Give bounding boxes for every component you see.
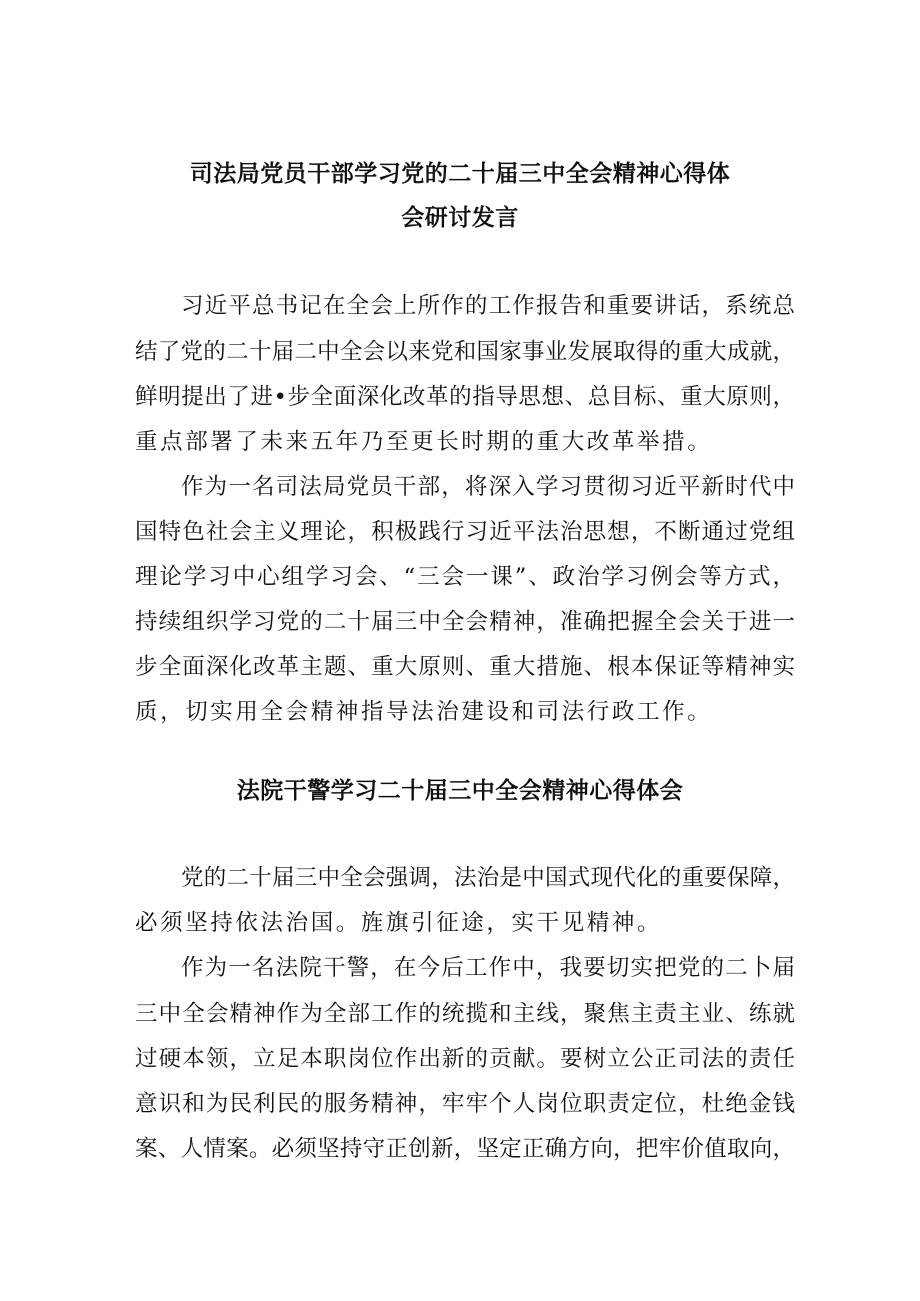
- s1-p1-line-4: 重点部署了未来五年乃至更长时期的重大改革举措。: [135, 429, 713, 455]
- s2-p1-line-1: 党的二十届三中全会强调，法治是中国式现代化的重要保障，: [181, 865, 795, 891]
- s1-p2-line-3: 理论学习中心组学习会、“三会一课”、政治学习例会等方式，: [135, 564, 795, 590]
- s1-p1-line-2: 结了党的二十届二中全会以来党和国家事业发展取得的重大成就，: [135, 339, 795, 365]
- s2-p2-line-5: 案、人情案。必须坚持守正创新，坚定正确方向，把牢价值取向，: [135, 1136, 795, 1162]
- section1-title-line2: 会研讨发言: [401, 205, 519, 231]
- s2-p1-line-2: 必须坚持依法治国。旌旗引征途，实干见精神。: [135, 910, 663, 936]
- s1-p1-line-3: 鲜明提出了进•步全面深化改革的指导思想、总目标、重大原则，: [135, 384, 795, 410]
- s2-p2-line-3: 过硬本领，立足本职岗位作出新的贡献。要树立公正司法的责任: [135, 1046, 795, 1072]
- s1-p1-line-1: 习近平总书记在全会上所作的工作报告和重要讲话，系统总: [181, 293, 795, 319]
- s1-p2-line-6: 质，切实用全会精神指导法治建设和司法行政工作。: [135, 699, 713, 725]
- section2-title: 法院干警学习二十届三中全会精神心得体会: [236, 778, 684, 804]
- s1-p2-line-5: 步全面深化改革主题、重大原则、重大措施、根本保证等精神实: [135, 654, 795, 680]
- s1-p2-line-2: 国特色社会主义理论，积极践行习近平法治思想，不断通过党组: [135, 519, 795, 545]
- s1-p2-line-4: 持续组织学习党的二十届三中全会精神，准确把握全会关于进一: [135, 609, 795, 635]
- s2-p2-line-1: 作为一名法院干警，在今后工作中，我要切实把党的二卜届: [181, 955, 795, 981]
- s1-p2-line-1: 作为一名司法局党员干部，将深入学习贯彻习近平新时代中: [181, 474, 795, 500]
- section1-title-line1: 司法局党员干部学习党的二十届三中全会精神心得体: [189, 161, 731, 187]
- s2-p2-line-2: 三中全会精神作为全部工作的统揽和主线，聚焦主责主业、练就: [135, 1001, 795, 1027]
- s2-p2-line-4: 意识和为民利民的服务精神，牢牢个人岗位职责定位，杜绝金钱: [135, 1091, 795, 1117]
